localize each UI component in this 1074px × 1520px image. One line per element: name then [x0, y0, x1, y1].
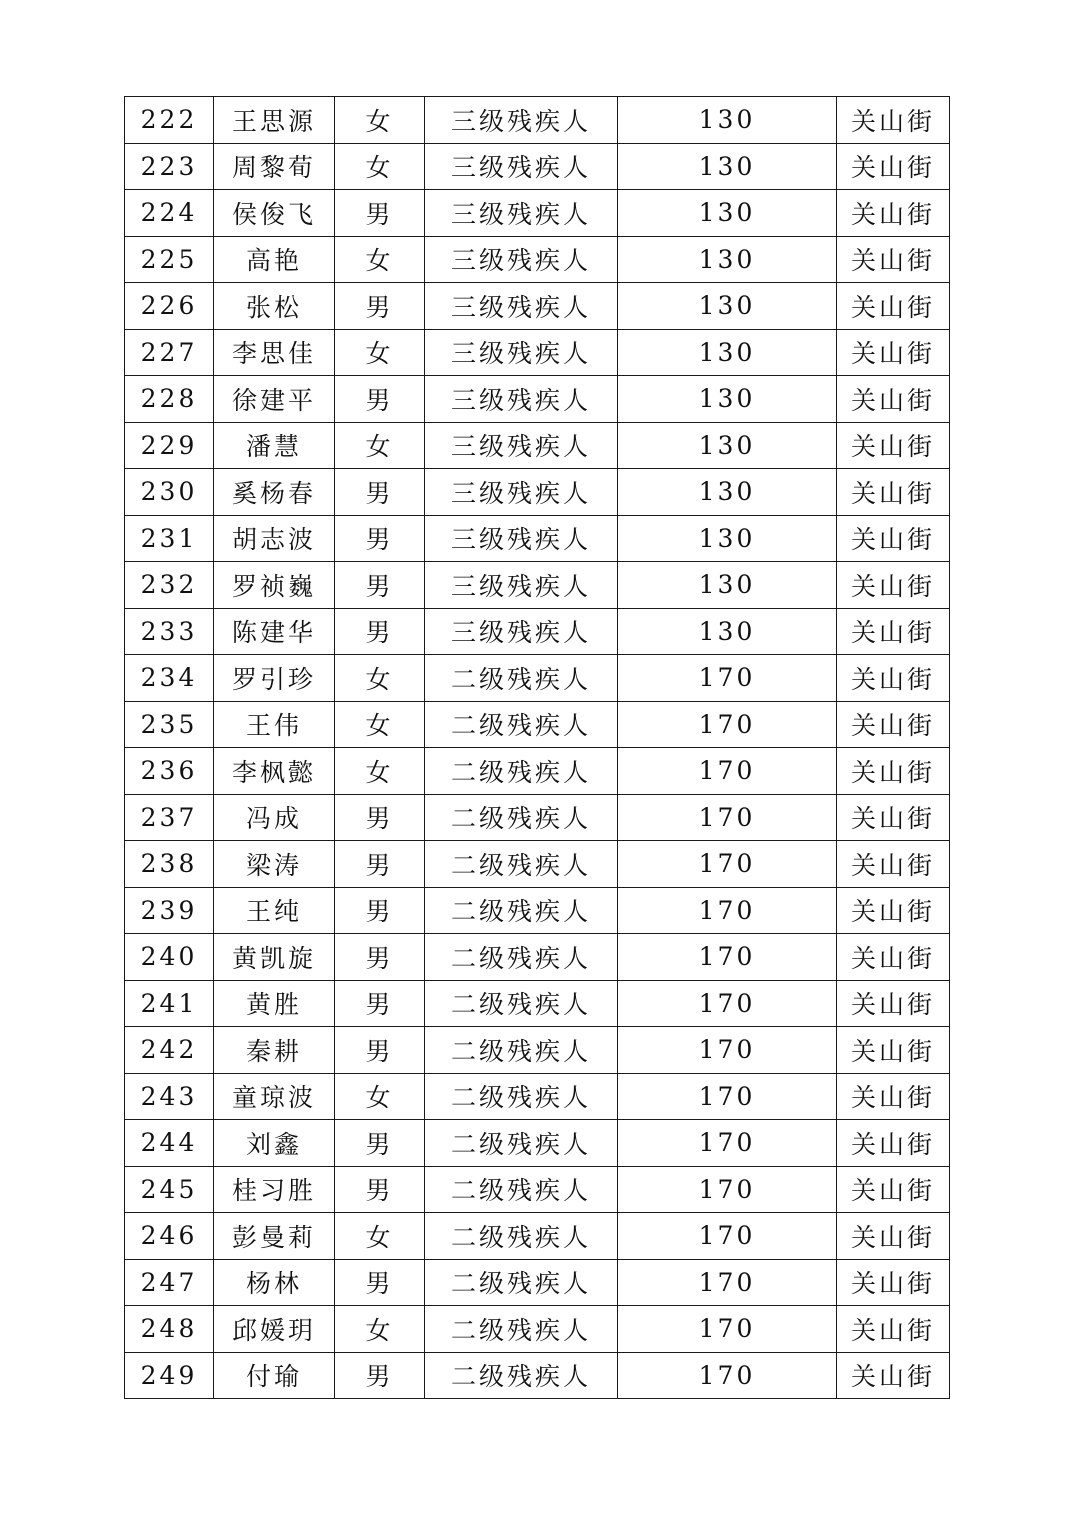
table-row	[125, 794, 950, 841]
row-number-cell: 239	[125, 887, 214, 934]
disability-level-cell: 二级残疾人	[425, 1027, 618, 1074]
amount-cell: 170	[618, 1352, 837, 1399]
street-cell: 关山街	[837, 515, 950, 562]
amount-cell: 170	[618, 887, 837, 934]
gender-cell: 男	[335, 1259, 425, 1306]
gender-cell: 女	[335, 422, 425, 469]
street-cell: 关山街	[837, 1073, 950, 1120]
row-number-cell: 227	[125, 329, 214, 376]
disability-level-cell: 二级残疾人	[425, 1213, 618, 1260]
amount-cell: 170	[618, 1120, 837, 1167]
table-row	[125, 376, 950, 423]
street-cell: 关山街	[837, 236, 950, 283]
amount-cell: 130	[618, 236, 837, 283]
table-row	[125, 562, 950, 609]
row-number-cell: 223	[125, 143, 214, 190]
name-cell: 潘慧	[214, 422, 335, 469]
street-cell: 关山街	[837, 469, 950, 516]
table-row	[125, 980, 950, 1027]
row-number-cell: 248	[125, 1306, 214, 1353]
table-row	[125, 329, 950, 376]
name-cell: 秦耕	[214, 1027, 335, 1074]
disability-level-cell: 二级残疾人	[425, 934, 618, 981]
gender-cell: 女	[335, 329, 425, 376]
disability-level-cell: 二级残疾人	[425, 794, 618, 841]
street-cell: 关山街	[837, 1259, 950, 1306]
gender-cell: 女	[335, 1306, 425, 1353]
gender-cell: 男	[335, 794, 425, 841]
street-cell: 关山街	[837, 329, 950, 376]
amount-cell: 170	[618, 1027, 837, 1074]
street-cell: 关山街	[837, 143, 950, 190]
amount-cell: 170	[618, 655, 837, 702]
roster-table	[124, 96, 950, 1399]
amount-cell: 170	[618, 1166, 837, 1213]
street-cell: 关山街	[837, 1027, 950, 1074]
name-cell: 冯成	[214, 794, 335, 841]
gender-cell: 女	[335, 97, 425, 144]
amount-cell: 130	[618, 469, 837, 516]
street-cell: 关山街	[837, 934, 950, 981]
street-cell: 关山街	[837, 887, 950, 934]
gender-cell: 女	[335, 655, 425, 702]
gender-cell: 女	[335, 748, 425, 795]
gender-cell: 男	[335, 1352, 425, 1399]
gender-cell: 女	[335, 236, 425, 283]
table-row	[125, 515, 950, 562]
amount-cell: 170	[618, 701, 837, 748]
street-cell: 关山街	[837, 1166, 950, 1213]
disability-level-cell: 三级残疾人	[425, 515, 618, 562]
amount-cell: 130	[618, 608, 837, 655]
table-row	[125, 190, 950, 237]
disability-level-cell: 三级残疾人	[425, 236, 618, 283]
disability-level-cell: 三级残疾人	[425, 143, 618, 190]
table-row	[125, 608, 950, 655]
name-cell: 王思源	[214, 97, 335, 144]
disability-level-cell: 二级残疾人	[425, 1120, 618, 1167]
gender-cell: 男	[335, 283, 425, 330]
gender-cell: 男	[335, 980, 425, 1027]
row-number-cell: 249	[125, 1352, 214, 1399]
name-cell: 邱媛玥	[214, 1306, 335, 1353]
gender-cell: 男	[335, 376, 425, 423]
gender-cell: 男	[335, 1027, 425, 1074]
street-cell: 关山街	[837, 190, 950, 237]
gender-cell: 男	[335, 515, 425, 562]
gender-cell: 女	[335, 1213, 425, 1260]
disability-level-cell: 二级残疾人	[425, 701, 618, 748]
street-cell: 关山街	[837, 1213, 950, 1260]
name-cell: 梁涛	[214, 841, 335, 888]
amount-cell: 130	[618, 562, 837, 609]
disability-level-cell: 三级残疾人	[425, 329, 618, 376]
table-row	[125, 701, 950, 748]
street-cell: 关山街	[837, 701, 950, 748]
gender-cell: 男	[335, 887, 425, 934]
table-row	[125, 422, 950, 469]
disability-level-cell: 三级残疾人	[425, 469, 618, 516]
street-cell: 关山街	[837, 748, 950, 795]
gender-cell: 男	[335, 1166, 425, 1213]
name-cell: 王纯	[214, 887, 335, 934]
street-cell: 关山街	[837, 608, 950, 655]
name-cell: 付瑜	[214, 1352, 335, 1399]
amount-cell: 170	[618, 748, 837, 795]
table-row	[125, 1120, 950, 1167]
table-row	[125, 1166, 950, 1213]
disability-level-cell: 二级残疾人	[425, 748, 618, 795]
name-cell: 张松	[214, 283, 335, 330]
amount-cell: 170	[618, 934, 837, 981]
table-row	[125, 1027, 950, 1074]
gender-cell: 男	[335, 469, 425, 516]
street-cell: 关山街	[837, 283, 950, 330]
gender-cell: 男	[335, 934, 425, 981]
amount-cell: 130	[618, 422, 837, 469]
table-row	[125, 236, 950, 283]
street-cell: 关山街	[837, 376, 950, 423]
row-number-cell: 236	[125, 748, 214, 795]
name-cell: 罗祯巍	[214, 562, 335, 609]
gender-cell: 女	[335, 1073, 425, 1120]
row-number-cell: 224	[125, 190, 214, 237]
disability-level-cell: 三级残疾人	[425, 97, 618, 144]
amount-cell: 170	[618, 794, 837, 841]
row-number-cell: 232	[125, 562, 214, 609]
amount-cell: 130	[618, 515, 837, 562]
amount-cell: 170	[618, 1213, 837, 1260]
name-cell: 童琼波	[214, 1073, 335, 1120]
name-cell: 杨林	[214, 1259, 335, 1306]
row-number-cell: 243	[125, 1073, 214, 1120]
disability-level-cell: 二级残疾人	[425, 1259, 618, 1306]
street-cell: 关山街	[837, 1352, 950, 1399]
name-cell: 王伟	[214, 701, 335, 748]
amount-cell: 130	[618, 329, 837, 376]
row-number-cell: 234	[125, 655, 214, 702]
row-number-cell: 231	[125, 515, 214, 562]
row-number-cell: 245	[125, 1166, 214, 1213]
row-number-cell: 225	[125, 236, 214, 283]
amount-cell: 170	[618, 1073, 837, 1120]
disability-level-cell: 二级残疾人	[425, 841, 618, 888]
row-number-cell: 242	[125, 1027, 214, 1074]
name-cell: 刘鑫	[214, 1120, 335, 1167]
amount-cell: 130	[618, 97, 837, 144]
table-row	[125, 748, 950, 795]
name-cell: 奚杨春	[214, 469, 335, 516]
street-cell: 关山街	[837, 794, 950, 841]
row-number-cell: 229	[125, 422, 214, 469]
table-row	[125, 934, 950, 981]
disability-level-cell: 二级残疾人	[425, 980, 618, 1027]
street-cell: 关山街	[837, 1306, 950, 1353]
row-number-cell: 222	[125, 97, 214, 144]
row-number-cell: 226	[125, 283, 214, 330]
row-number-cell: 228	[125, 376, 214, 423]
amount-cell: 170	[618, 841, 837, 888]
row-number-cell: 240	[125, 934, 214, 981]
name-cell: 高艳	[214, 236, 335, 283]
name-cell: 罗引珍	[214, 655, 335, 702]
disability-level-cell: 三级残疾人	[425, 376, 618, 423]
name-cell: 彭曼莉	[214, 1213, 335, 1260]
table-row	[125, 1073, 950, 1120]
gender-cell: 男	[335, 1120, 425, 1167]
street-cell: 关山街	[837, 841, 950, 888]
disability-level-cell: 二级残疾人	[425, 1166, 618, 1213]
gender-cell: 女	[335, 143, 425, 190]
name-cell: 李枫懿	[214, 748, 335, 795]
gender-cell: 男	[335, 190, 425, 237]
name-cell: 黄凯旋	[214, 934, 335, 981]
table-row	[125, 283, 950, 330]
table-row	[125, 469, 950, 516]
table-row	[125, 841, 950, 888]
amount-cell: 130	[618, 143, 837, 190]
row-number-cell: 233	[125, 608, 214, 655]
row-number-cell: 247	[125, 1259, 214, 1306]
street-cell: 关山街	[837, 1120, 950, 1167]
disability-level-cell: 二级残疾人	[425, 1352, 618, 1399]
gender-cell: 男	[335, 562, 425, 609]
table-row	[125, 97, 950, 144]
row-number-cell: 235	[125, 701, 214, 748]
name-cell: 徐建平	[214, 376, 335, 423]
name-cell: 陈建华	[214, 608, 335, 655]
amount-cell: 130	[618, 283, 837, 330]
disability-level-cell: 三级残疾人	[425, 190, 618, 237]
name-cell: 李思佳	[214, 329, 335, 376]
name-cell: 胡志波	[214, 515, 335, 562]
row-number-cell: 244	[125, 1120, 214, 1167]
street-cell: 关山街	[837, 97, 950, 144]
table-row	[125, 1259, 950, 1306]
disability-level-cell: 二级残疾人	[425, 887, 618, 934]
name-cell: 黄胜	[214, 980, 335, 1027]
disability-level-cell: 三级残疾人	[425, 562, 618, 609]
disability-level-cell: 二级残疾人	[425, 1306, 618, 1353]
row-number-cell: 230	[125, 469, 214, 516]
table-row	[125, 1306, 950, 1353]
disability-level-cell: 二级残疾人	[425, 655, 618, 702]
street-cell: 关山街	[837, 562, 950, 609]
gender-cell: 男	[335, 608, 425, 655]
name-cell: 周黎荀	[214, 143, 335, 190]
table-row	[125, 655, 950, 702]
gender-cell: 女	[335, 701, 425, 748]
row-number-cell: 237	[125, 794, 214, 841]
name-cell: 侯俊飞	[214, 190, 335, 237]
street-cell: 关山街	[837, 655, 950, 702]
amount-cell: 170	[618, 1259, 837, 1306]
amount-cell: 130	[618, 376, 837, 423]
row-number-cell: 246	[125, 1213, 214, 1260]
street-cell: 关山街	[837, 422, 950, 469]
roster-table-body	[125, 97, 950, 1399]
gender-cell: 男	[335, 841, 425, 888]
street-cell: 关山街	[837, 980, 950, 1027]
amount-cell: 170	[618, 980, 837, 1027]
name-cell: 桂习胜	[214, 1166, 335, 1213]
disability-level-cell: 三级残疾人	[425, 422, 618, 469]
table-row	[125, 1213, 950, 1260]
amount-cell: 170	[618, 1306, 837, 1353]
amount-cell: 130	[618, 190, 837, 237]
row-number-cell: 238	[125, 841, 214, 888]
table-row	[125, 1352, 950, 1399]
disability-level-cell: 三级残疾人	[425, 608, 618, 655]
table-row	[125, 143, 950, 190]
disability-level-cell: 二级残疾人	[425, 1073, 618, 1120]
row-number-cell: 241	[125, 980, 214, 1027]
table-row	[125, 887, 950, 934]
disability-level-cell: 三级残疾人	[425, 283, 618, 330]
